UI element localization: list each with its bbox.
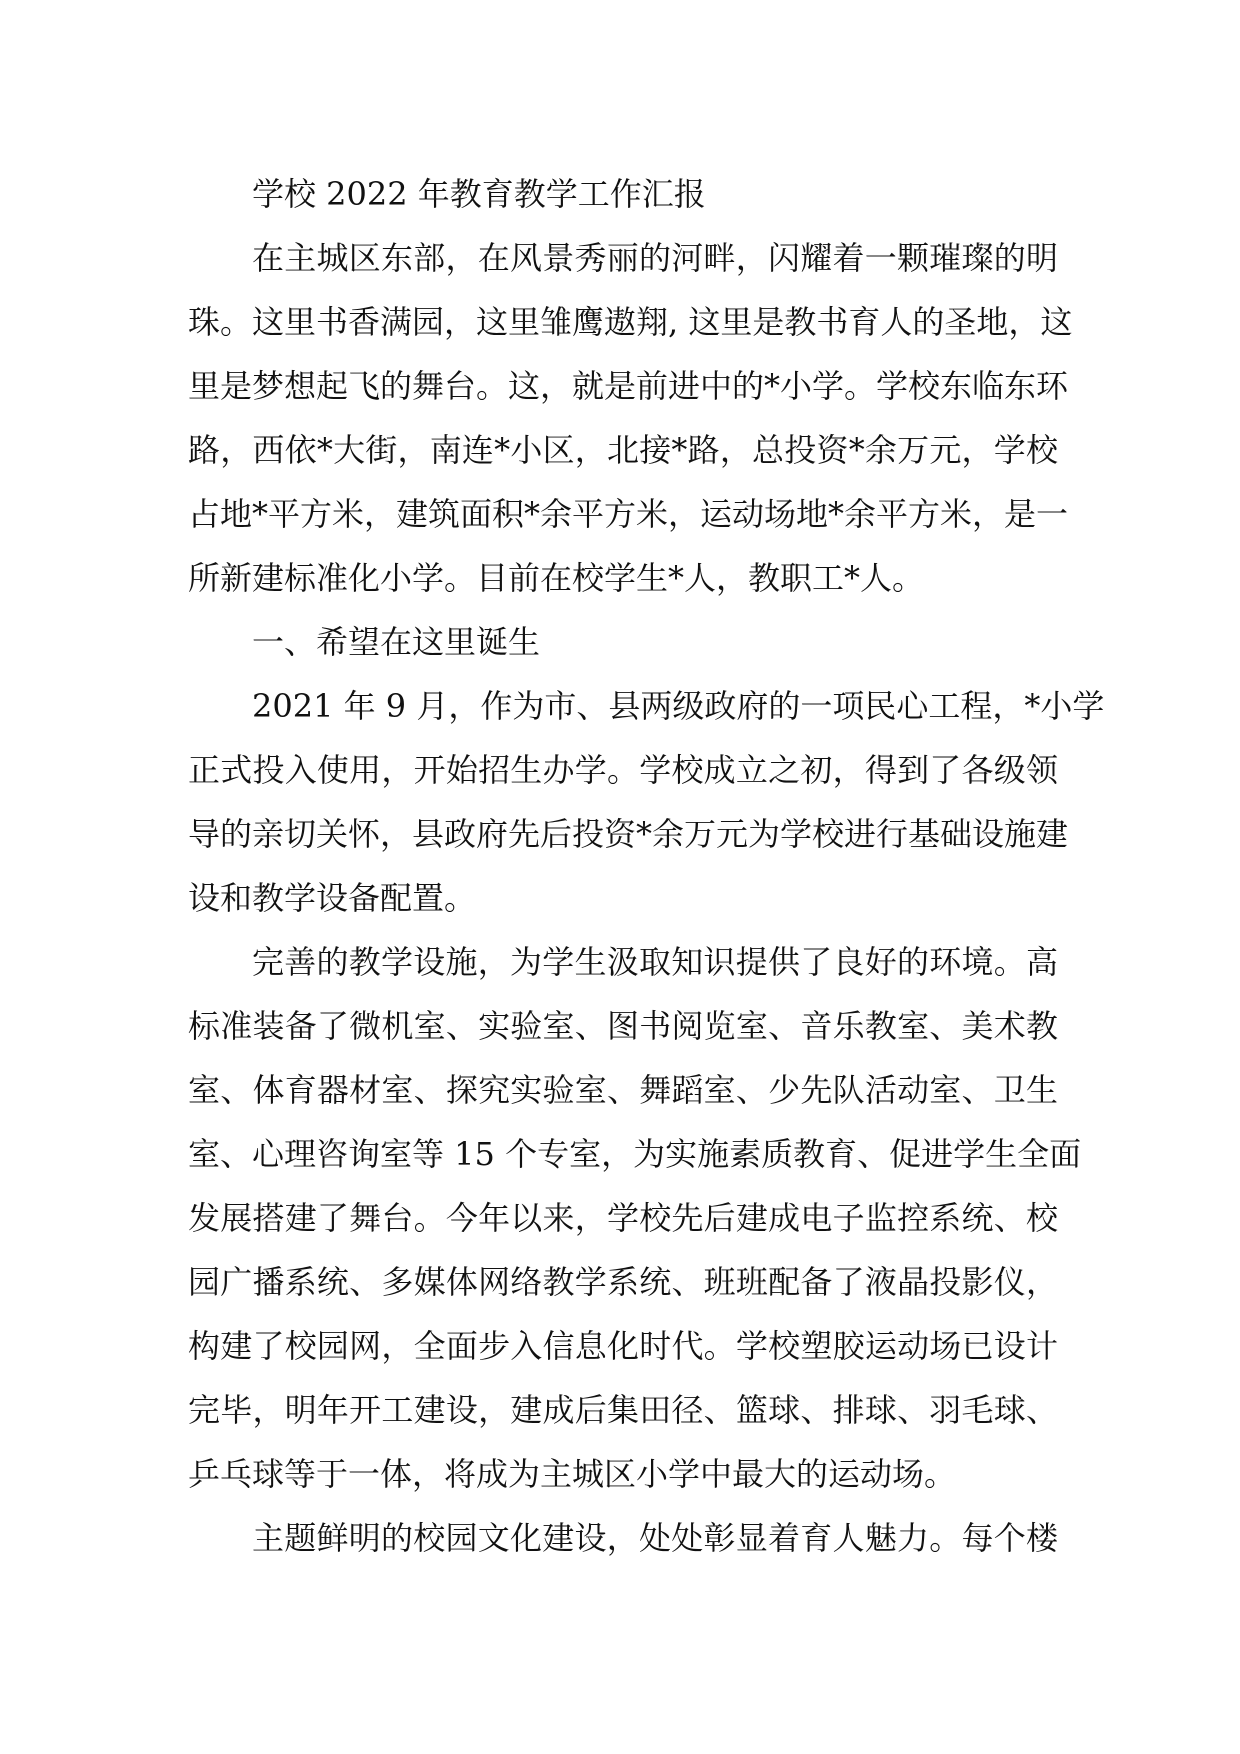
paragraph-line: 构建了校园网，全面步入信息化时代。学校塑胶运动场已设计 [188, 1327, 1058, 1365]
document-body [188, 162, 1105, 1570]
paragraph-line: 正式投入使用，开始招生办学。学校成立之初，得到了各级领 [188, 751, 1058, 789]
paragraph-line: 发展搭建了舞台。今年以来，学校先后建成电子监控系统、校 [188, 1199, 1058, 1237]
paragraph-line: 珠。这里书香满园，这里雏鹰遨翔, 这里是教书育人的圣地，这 [188, 303, 1073, 341]
paragraph-line: 完毕，明年开工建设，建成后集田径、篮球、排球、羽毛球、 [188, 1391, 1058, 1429]
paragraph-line: 在主城区东部，在风景秀丽的河畔，闪耀着一颗璀璨的明 [252, 239, 1058, 277]
paragraph-line: 导的亲切关怀，县政府先后投资*余万元为学校进行基础设施建 [188, 815, 1069, 853]
paragraph-line: 标准装备了微机室、实验室、图书阅览室、音乐教室、美术教 [188, 1007, 1058, 1045]
paragraph-line: 路，西依*大街，南连*小区，北接*路，总投资*余万元，学校 [188, 431, 1058, 469]
paragraph-line: 完善的教学设施，为学生汲取知识提供了良好的环境。高 [252, 943, 1058, 981]
section-heading: 一、希望在这里诞生 [252, 623, 541, 661]
paragraph-line: 园广播系统、多媒体网络教学系统、班班配备了液晶投影仪， [188, 1263, 1058, 1301]
paragraph-line: 室、体育器材室、探究实验室、舞蹈室、少先队活动室、卫生 [188, 1071, 1058, 1109]
paragraph-line: 占地*平方米，建筑面积*余平方米，运动场地*余平方米，是一 [188, 495, 1069, 533]
paragraph-line: 室、心理咨询室等 15 个专室，为实施素质教育、促进学生全面 [188, 1135, 1082, 1173]
document-title: 学校 2022 年教育教学工作汇报 [252, 175, 706, 213]
paragraph-line: 乒乓球等于一体，将成为主城区小学中最大的运动场。 [188, 1455, 957, 1493]
paragraph-line: 里是梦想起飞的舞台。这，就是前进中的*小学。学校东临东环 [188, 367, 1069, 405]
paragraph-line: 所新建标准化小学。目前在校学生*人，教职工*人。 [188, 559, 925, 597]
paragraph-line: 主题鲜明的校园文化建设，处处彰显着育人魅力。每个楼 [252, 1519, 1058, 1557]
paragraph-line: 设和教学设备配置。 [188, 879, 477, 917]
paragraph-line: 2021 年 9 月，作为市、县两级政府的一项民心工程，*小学 [252, 687, 1105, 725]
